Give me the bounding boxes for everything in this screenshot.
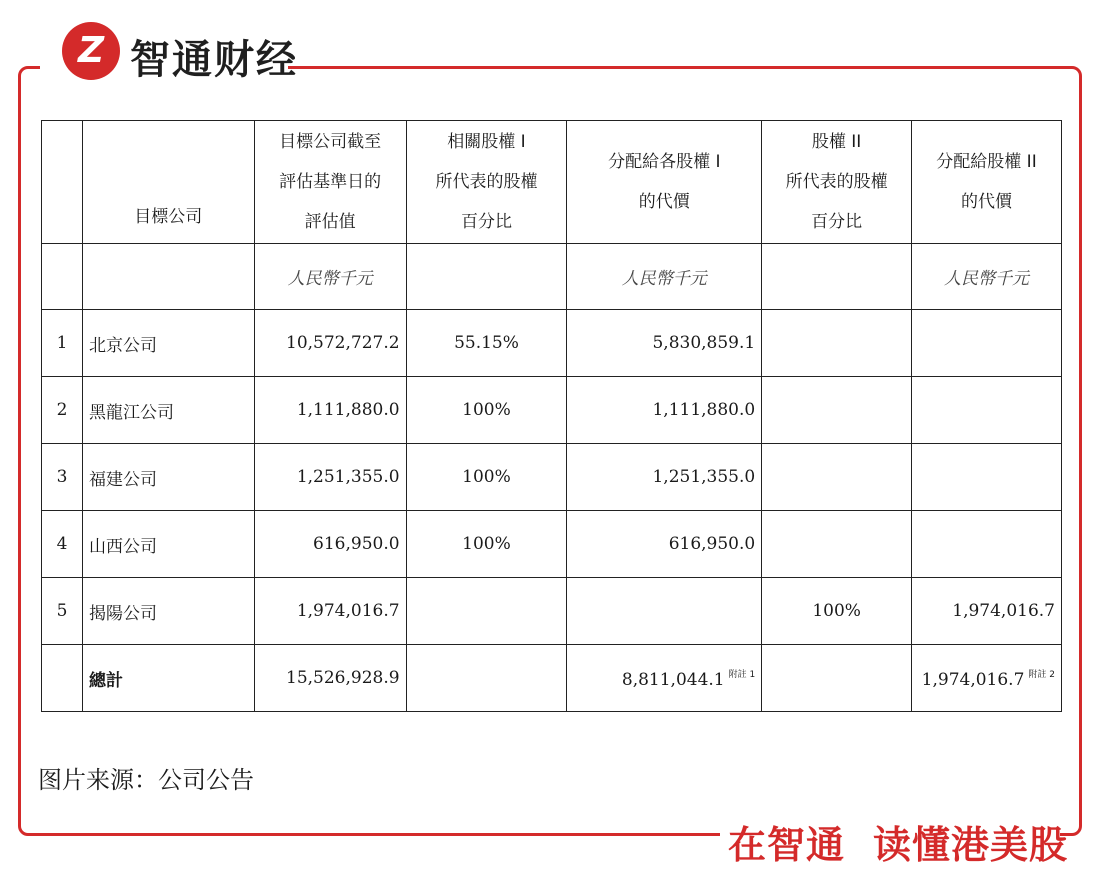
company-name: 北京公司 [82,310,254,377]
brand-name: 智通财经 [130,37,298,83]
valuation-table [41,120,1062,712]
valuation-value: 10,572,727.2 [254,310,406,377]
unit-value: 人民幣千元 [254,244,406,310]
valuation-value: 1,251,355.0 [254,444,406,511]
equity-pct-2 [762,377,912,444]
consideration-1: 1,251,355.0 [567,444,762,511]
footnote-2: 附註 2 [1028,669,1055,680]
equity-pct-1: 100% [406,511,567,578]
equity-pct-2 [762,444,912,511]
company-name: 揭陽公司 [82,578,254,645]
table-row [42,310,1062,377]
total-value: 15,526,928.9 [254,645,406,712]
consideration-2 [912,310,1062,377]
consideration-2: 1,974,016.7 [912,578,1062,645]
unit-row [42,244,1062,310]
equity-pct-1 [406,578,567,645]
header-no [42,121,83,244]
equity-pct-1: 100% [406,444,567,511]
valuation-value: 1,111,880.0 [254,377,406,444]
consideration-2 [912,511,1062,578]
row-number: 1 [42,310,83,377]
valuation-value: 616,950.0 [254,511,406,578]
company-name: 黑龍江公司 [82,377,254,444]
unit-price1: 人民幣千元 [567,244,762,310]
brand-logo-icon: Z [62,22,120,80]
table-row [42,444,1062,511]
header-price2: 分配給股權 II 的代價 [912,121,1062,244]
row-number: 5 [42,578,83,645]
total-consideration-2: 1,974,016.7 $^{附註 2}$ [912,645,1062,712]
consideration-2 [912,377,1062,444]
table-row [42,511,1062,578]
consideration-1: 616,950.0 [567,511,762,578]
equity-pct-1: 100% [406,377,567,444]
consideration-2 [912,444,1062,511]
image-source-caption: 图片来源：公司公告 [38,766,254,794]
table-row [42,578,1062,645]
consideration-1: 5,830,859.1 [567,310,762,377]
row-number: 4 [42,511,83,578]
header-price1: 分配給各股權 I 的代價 [567,121,762,244]
company-name: 山西公司 [82,511,254,578]
equity-pct-1: 55.15% [406,310,567,377]
footnote-1: 附註 1 [728,669,756,680]
total-consideration-1: 8,811,044.1 $^{附註 1}$ [567,645,762,712]
total-row [42,645,1062,712]
company-name: 福建公司 [82,444,254,511]
consideration-1: 1,111,880.0 [567,377,762,444]
header-pct1: 相關股權 I 所代表的股權 百分比 [406,121,567,244]
table-row [42,377,1062,444]
brand-slogan: 在智通 读懂港美股 [728,823,1069,867]
header-company: 目標公司 [82,121,254,244]
equity-pct-2 [762,511,912,578]
header-pct2: 股權 II 所代表的股權 百分比 [762,121,912,244]
header-value: 目標公司截至 評估基準日的 評估值 [254,121,406,244]
equity-pct-2: 100% [762,578,912,645]
consideration-1 [567,578,762,645]
row-number: 3 [42,444,83,511]
valuation-value: 1,974,016.7 [254,578,406,645]
equity-pct-2 [762,310,912,377]
unit-price2: 人民幣千元 [912,244,1062,310]
header-row [42,121,1062,244]
row-number: 2 [42,377,83,444]
total-label: 總計 [82,645,254,712]
